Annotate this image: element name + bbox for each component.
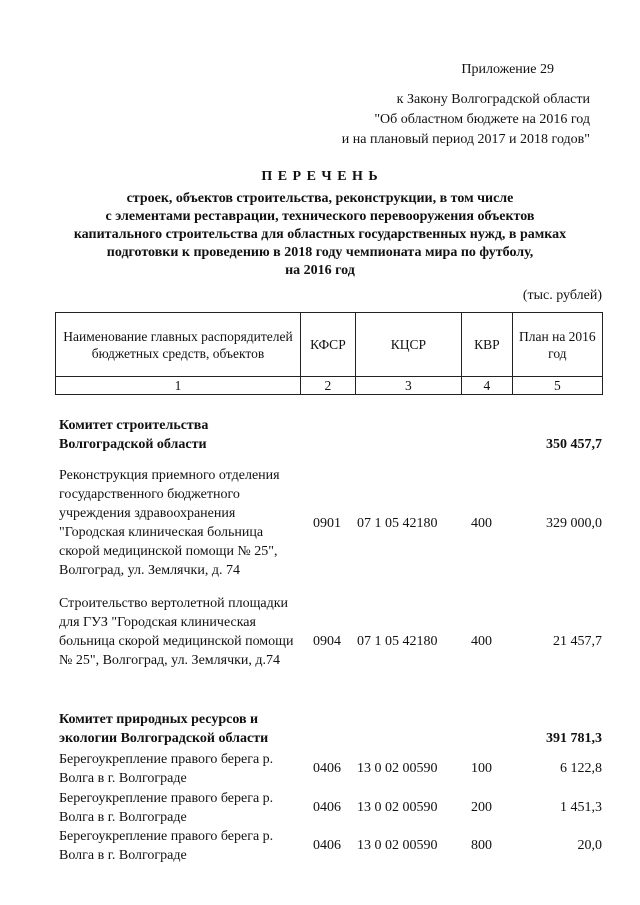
row-kvr: 100: [471, 761, 492, 776]
row-kfsr: 0406: [313, 838, 341, 853]
header-kvr: КВР: [461, 313, 512, 377]
row-kfsr: 0406: [313, 800, 341, 815]
row-kfsr: 0901: [313, 516, 341, 531]
table-row: [57, 827, 602, 865]
table-row: [57, 594, 602, 690]
row-kfsr: 0904: [313, 634, 341, 649]
row-kfsr: 0406: [313, 761, 341, 776]
row-kcsr: 07 1 05 42180: [357, 516, 438, 531]
row-plan: 350 457,7: [546, 437, 602, 452]
header-num: 3: [355, 377, 461, 395]
row-name: Строительство вертолетной площадки для ГУЗ "Городская клиническая больница скорой медицинской помощи № 25", Волгоград, ул. Землячки, д.74: [59, 596, 294, 668]
header-name: Наименование главных распорядителей бюджетных средств, объектов: [56, 313, 301, 377]
heading-line: строек, объектов строительства, реконструкции, в том числе: [126, 191, 514, 206]
row-name: Реконструкция приемного отделения государственного бюджетного учреждения здравоохранения "Городская клиническая больница скорой медицинской помощи № 25", Волгоград, ул. Землячки, д. 74: [59, 468, 280, 578]
header-num: 1: [56, 377, 301, 395]
table-row: [57, 466, 602, 580]
table-row: [57, 416, 602, 456]
document-heading: [40, 168, 600, 280]
row-kcsr: 13 0 02 00590: [357, 800, 438, 815]
row-plan: 20,0: [577, 838, 602, 853]
row-plan: 329 000,0: [546, 516, 602, 531]
appendix-law-ref: к Закону Волгоградской области: [396, 92, 590, 107]
row-kvr: 400: [471, 634, 492, 649]
row-name: Берегоукрепление правого берега р. Волга в г. Волгограде: [59, 791, 274, 825]
row-kcsr: 13 0 02 00590: [357, 761, 438, 776]
row-name: Берегоукрепление правого берега р. Волга в г. Волгограде: [59, 829, 274, 863]
row-kvr: 400: [471, 516, 492, 531]
heading-line: на 2016 год: [285, 263, 355, 278]
appendix-law-title: "Об областном бюджете на 2016 год: [374, 112, 590, 127]
table-row: [57, 750, 602, 788]
units-label: (тыс. рублей): [522, 288, 602, 303]
row-kvr: 800: [471, 838, 492, 853]
header-num: 2: [301, 377, 356, 395]
heading-line: с элементами реставрации, технического перевооружения объектов: [105, 209, 535, 224]
heading-line: капитального строительства для областных государственных нужд, в рамках: [73, 227, 567, 242]
row-name: Комитет строительства Волгоградской области: [59, 418, 209, 452]
row-name: Комитет природных ресурсов и экологии Волгоградской области: [59, 712, 269, 746]
heading-title: П Е Р Е Ч Е Н Ь: [261, 169, 379, 184]
row-kcsr: 13 0 02 00590: [357, 838, 438, 853]
header-kcsr: КЦСР: [355, 313, 461, 377]
row-plan: 1 451,3: [560, 800, 602, 815]
row-kcsr: 07 1 05 42180: [357, 634, 438, 649]
heading-line: подготовки к проведению в 2018 году чемпионата мира по футболу,: [106, 245, 534, 260]
header-plan: План на 2016 год: [512, 313, 602, 377]
row-plan: 21 457,7: [553, 634, 602, 649]
table-header: [55, 312, 603, 395]
table-row: [57, 710, 602, 750]
row-plan: 6 122,8: [560, 761, 602, 776]
appendix-number: Приложение 29: [461, 62, 554, 77]
row-kvr: 200: [471, 800, 492, 815]
row-plan: 391 781,3: [546, 731, 602, 746]
header-num: 4: [461, 377, 512, 395]
header-num: 5: [512, 377, 602, 395]
table-row: [57, 789, 602, 827]
appendix-block: [300, 60, 590, 150]
header-kfsr: КФСР: [301, 313, 356, 377]
row-name: Берегоукрепление правого берега р. Волга в г. Волгограде: [59, 752, 274, 786]
appendix-law-period: и на плановый период 2017 и 2018 годов": [341, 132, 590, 147]
